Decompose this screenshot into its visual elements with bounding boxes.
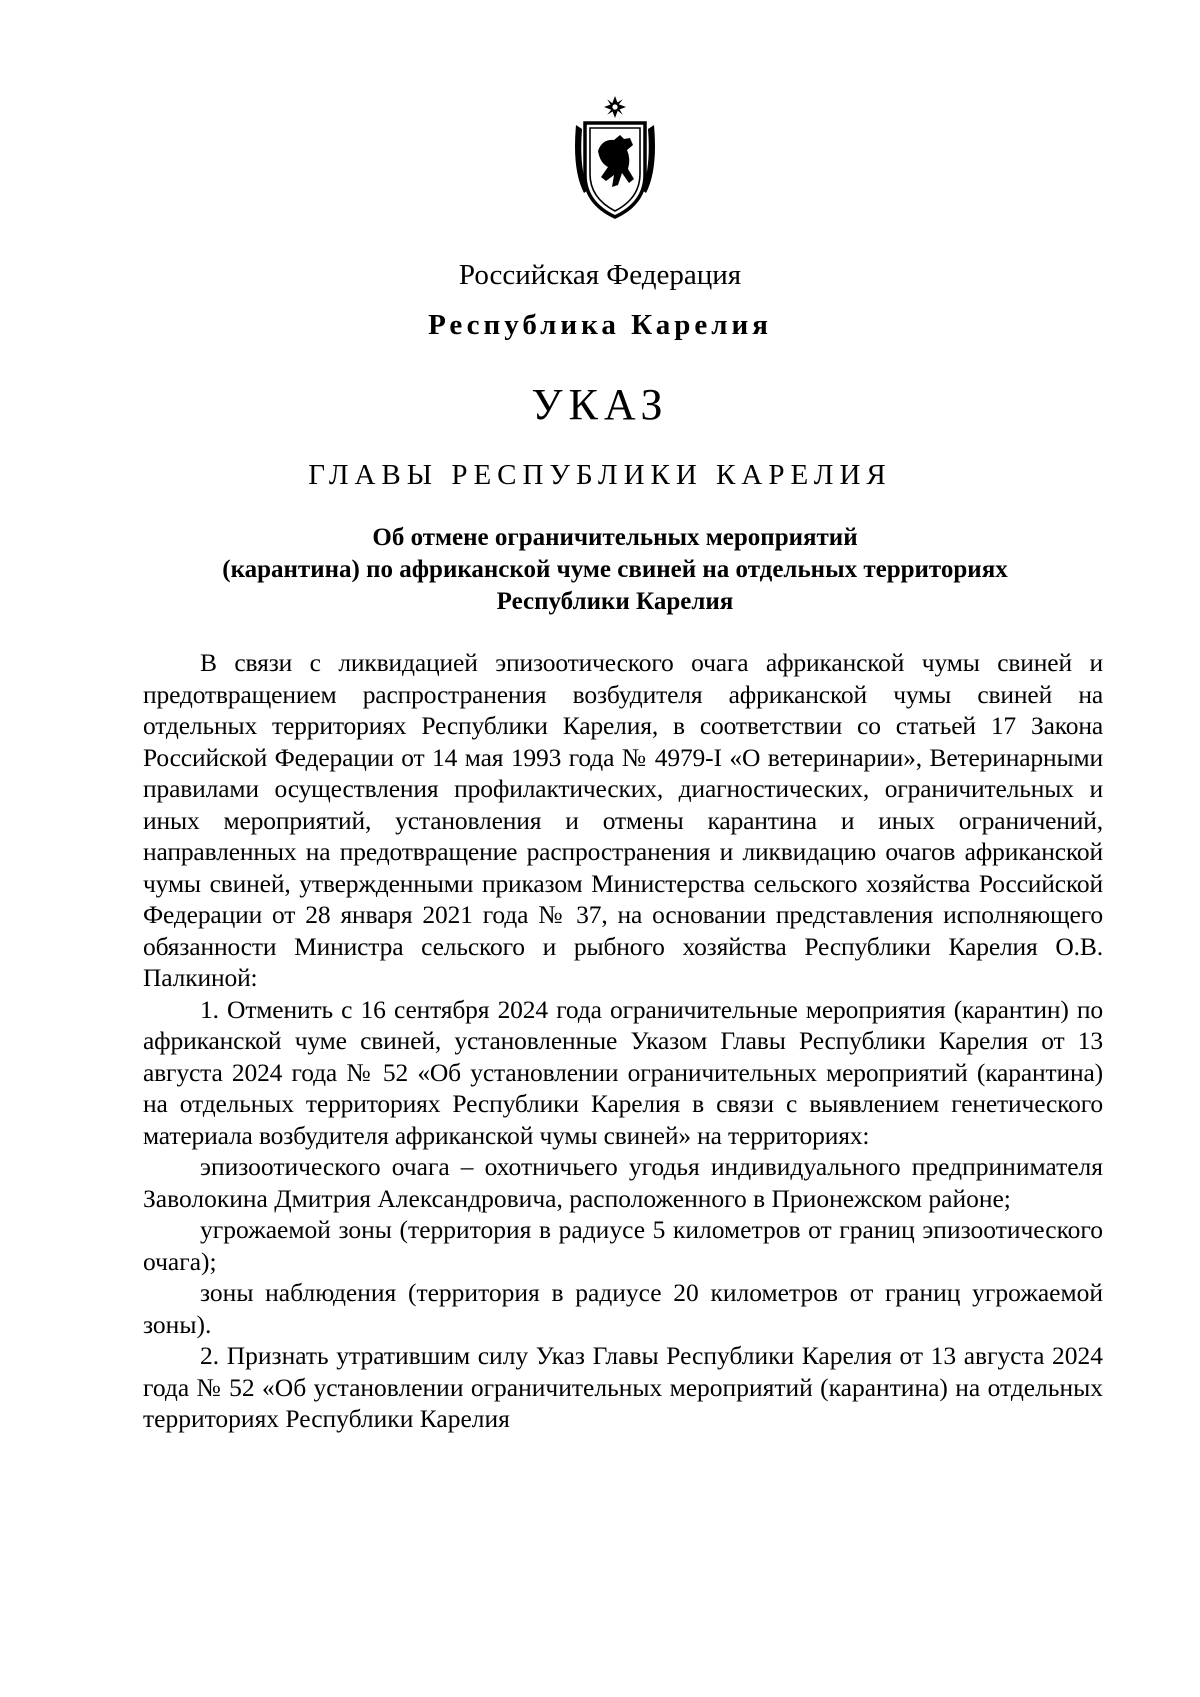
issuer-heading: ГЛАВЫ РЕСПУБЛИКИ КАРЕЛИЯ <box>308 459 892 491</box>
item-1-subitem-observation-zone: зоны наблюдения (территория в радиусе 20 километров от границ угрожаемой зоны). <box>143 1278 1103 1339</box>
document-title-line: (карантина) по африканской чуме свиней на отдельных территориях <box>222 556 1008 583</box>
coat-of-arms-icon <box>570 95 660 220</box>
document-body <box>143 647 1103 1435</box>
item-1-subitem-focus: эпизоотического очага – охотничьего угодья индивидуального предпринимателя Заволокина Дмитрия Александровича, расположенного в Прионежском районе; <box>143 1152 1103 1213</box>
preamble-paragraph: В связи с ликвидацией эпизоотического очага африканской чумы свиней и предотвращением распространения возбудителя африканской чумы свиней на отдельных территориях Республики Карелия, в соответствии со статьей 17 Закона Российской Федерации от 14 мая 1993 года № 4979-I «О ветеринарии», Ветеринарными правилами осуществления профилактических, диагностических, ограничительных и иных мероприятий, установления и отмены карантина и иных ограничений, направленных на предотвращение распространения и ликвидацию очагов африканской чумы свиней, утвержденными приказом Министерства сельского хозяйства Российской Федерации от 28 января 2021 года № 37, на основании представления исполняющего обязанности Министра сельского и рыбного хозяйства Республики Карелия О.В. Палкиной: <box>143 648 1103 992</box>
document-title-line: Об отмене ограничительных мероприятий <box>372 524 858 551</box>
republic-heading: Республика Карелия <box>428 309 772 341</box>
item-1-subitem-threatened-zone: угрожаемой зоны (территория в радиусе 5 километров от границ эпизоотического очага); <box>143 1215 1103 1276</box>
document-title <box>150 522 1080 618</box>
document-type-heading: УКАЗ <box>531 380 669 429</box>
item-1-paragraph: 1. Отменить с 16 сентября 2024 года ограничительные мероприятия (карантин) по африканской чуме свиней, установленные Указом Главы Республики Карелия от 13 августа 2024 года № 52 «Об установлении ограничительных мероприятий (карантина) на отдельных территориях Республики Карелия в связи с выявлением генетического материала возбудителя африканской чумы свиней» на территориях: <box>143 994 1103 1150</box>
document-title-line: Республики Карелия <box>496 588 734 615</box>
federation-heading: Российская Федерация <box>458 259 742 291</box>
item-2-paragraph: 2. Признать утратившим силу Указ Главы Республики Карелия от 13 августа 2024 года № 52 «Об установлении ограничительных мероприятий (карантина) на отдельных территориях Республики Карелия <box>143 1341 1103 1433</box>
